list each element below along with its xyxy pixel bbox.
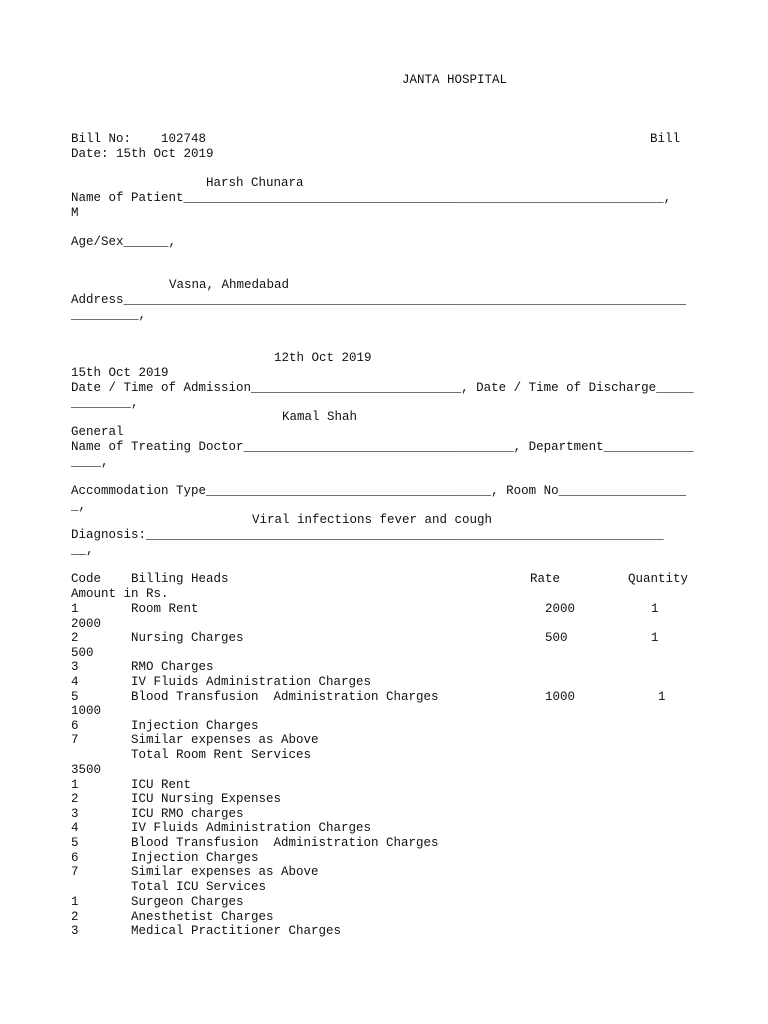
row-billing-head: Similar expenses as Above [131, 733, 319, 747]
total-room-rent-amount: 3500 [71, 763, 102, 777]
row-code: 6 [71, 719, 79, 733]
row-billing-head: IV Fluids Administration Charges [131, 821, 372, 835]
accommodation-line-cont: _, [71, 499, 87, 513]
row-amount: 500 [71, 646, 94, 660]
total-room-rent-label: Total Room Rent Services [131, 748, 312, 762]
admission-date-value: 12th Oct 2019 [274, 351, 372, 365]
row-billing-head: Nursing Charges [131, 631, 244, 645]
row-billing-head: ICU Rent [131, 778, 192, 792]
row-code: 7 [71, 865, 79, 879]
row-quantity: 1 [651, 631, 659, 645]
dates-line-cont: ________, [71, 396, 139, 410]
doctor-value: Kamal Shah [282, 410, 358, 424]
row-billing-head: ICU RMO charges [131, 807, 244, 821]
hospital-title: JANTA HOSPITAL [402, 73, 508, 87]
row-code: 2 [71, 631, 79, 645]
row-billing-head: Medical Practitioner Charges [131, 924, 342, 938]
row-code: 3 [71, 807, 79, 821]
header-rate: Rate [530, 572, 561, 586]
bill-label: Bill [650, 132, 681, 146]
row-amount: 2000 [71, 617, 102, 631]
row-code: 3 [71, 660, 79, 674]
address-line: Address___________________________________________________________________________ [71, 293, 687, 307]
row-rate: 1000 [545, 690, 576, 704]
total-icu-label: Total ICU Services [131, 880, 267, 894]
address-value: Vasna, Ahmedabad [169, 278, 290, 292]
row-code: 1 [71, 895, 79, 909]
row-billing-head: Similar expenses as Above [131, 865, 319, 879]
row-billing-head: Injection Charges [131, 719, 259, 733]
bill-no-label: Bill No: [71, 132, 132, 146]
row-billing-head: Injection Charges [131, 851, 259, 865]
header-quantity: Quantity [628, 572, 689, 586]
row-quantity: 1 [658, 690, 666, 704]
diagnosis-line-cont: __, [71, 543, 94, 557]
row-billing-head: Blood Transfusion Administration Charges [131, 690, 439, 704]
header-code: Code [71, 572, 102, 586]
row-billing-head: ICU Nursing Expenses [131, 792, 282, 806]
row-code: 5 [71, 690, 79, 704]
diagnosis-line: Diagnosis:_____________________________________________________________________ [71, 528, 664, 542]
row-billing-head: Surgeon Charges [131, 895, 244, 909]
patient-name-line: Name of Patient________________________________________________________________, [71, 191, 672, 205]
row-code: 2 [71, 910, 79, 924]
row-quantity: 1 [651, 602, 659, 616]
department-value: General [71, 425, 124, 439]
bill-no-value: 102748 [161, 132, 207, 146]
diagnosis-value: Viral infections fever and cough [252, 513, 493, 527]
accommodation-line: Accommodation Type______________________________________, Room No_________________ [71, 484, 687, 498]
row-code: 3 [71, 924, 79, 938]
row-rate: 2000 [545, 602, 576, 616]
doctor-line-cont: ____, [71, 455, 109, 469]
address-line-cont: _________, [71, 308, 147, 322]
dates-line: Date / Time of Admission____________________________, Date / Time of Discharge_____ [71, 381, 694, 395]
doctor-line: Name of Treating Doctor____________________________________, Department____________ [71, 440, 694, 454]
row-code: 1 [71, 602, 79, 616]
row-rate: 500 [545, 631, 568, 645]
row-billing-head: Blood Transfusion Administration Charges [131, 836, 439, 850]
row-code: 4 [71, 675, 79, 689]
row-code: 7 [71, 733, 79, 747]
row-billing-head: Anesthetist Charges [131, 910, 274, 924]
bill-date: Date: 15th Oct 2019 [71, 147, 214, 161]
patient-sex-value: M [71, 206, 79, 220]
row-amount: 1000 [71, 704, 102, 718]
discharge-date-value: 15th Oct 2019 [71, 366, 169, 380]
header-amount: Amount in Rs. [71, 587, 169, 601]
age-sex-line: Age/Sex______, [71, 235, 177, 249]
patient-name-value: Harsh Chunara [206, 176, 304, 190]
row-code: 5 [71, 836, 79, 850]
row-billing-head: RMO Charges [131, 660, 214, 674]
header-billing-heads: Billing Heads [131, 572, 229, 586]
row-code: 2 [71, 792, 79, 806]
row-code: 1 [71, 778, 79, 792]
row-code: 4 [71, 821, 79, 835]
row-code: 6 [71, 851, 79, 865]
row-billing-head: IV Fluids Administration Charges [131, 675, 372, 689]
row-billing-head: Room Rent [131, 602, 199, 616]
